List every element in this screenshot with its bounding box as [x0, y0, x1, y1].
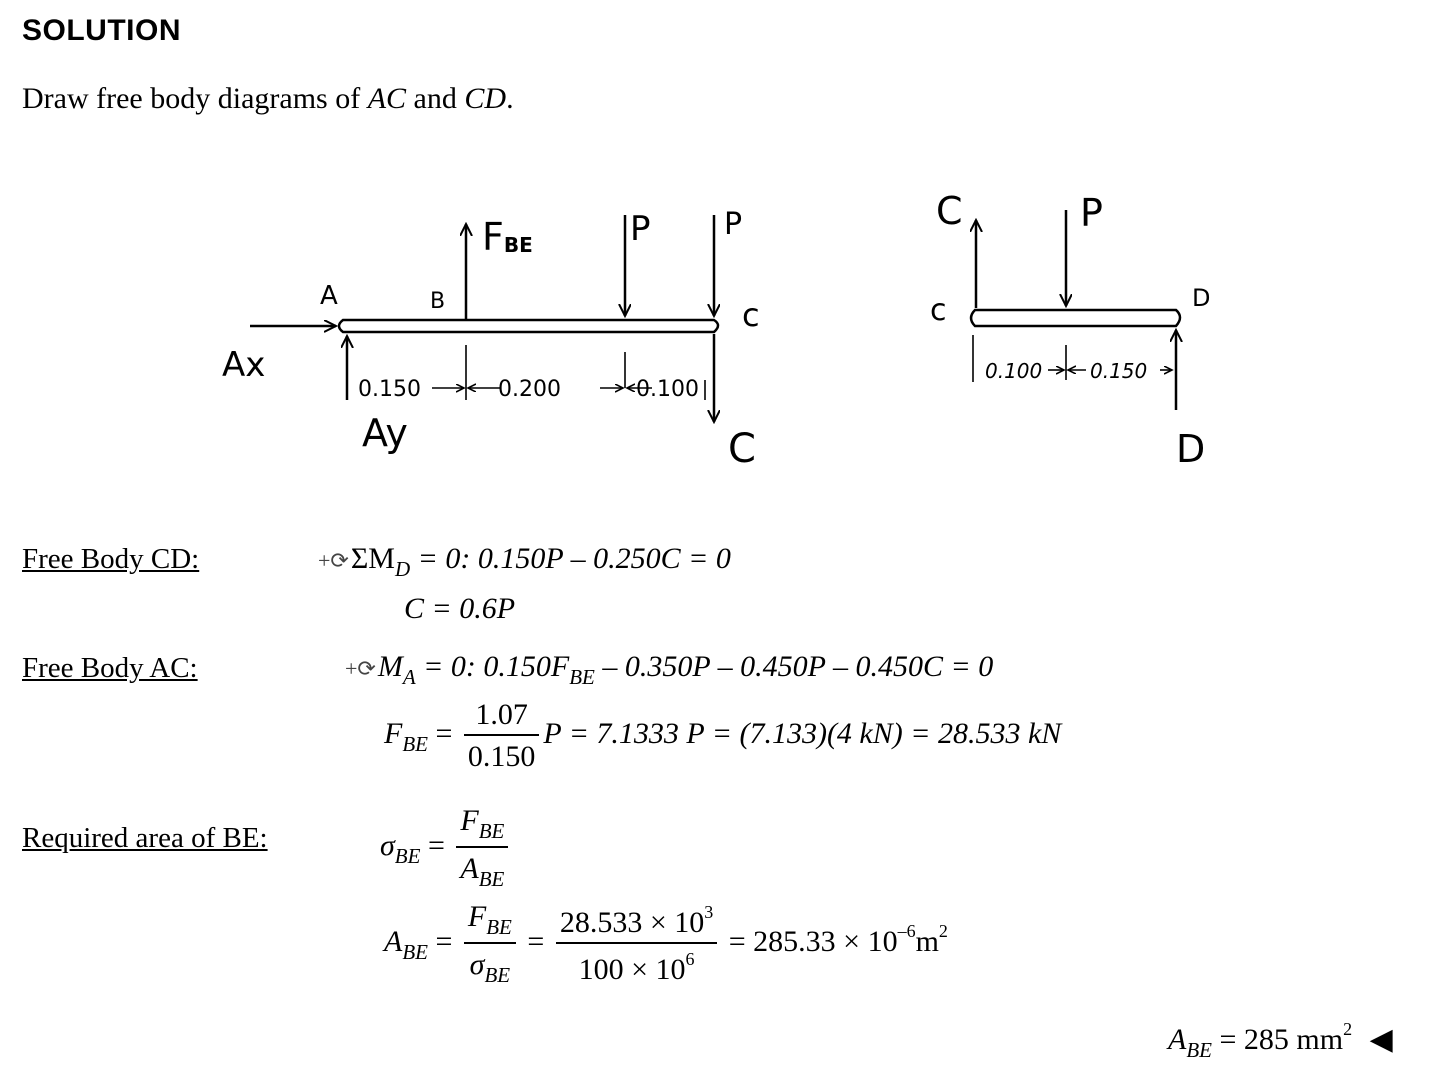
beam-ac [339, 320, 718, 332]
label-free-body-cd: Free Body CD: [22, 543, 200, 575]
equation-sigma: $\sigma_{BE}$ = $\frac{F_{BE}}{A_{BE}}$ [380, 806, 512, 890]
label-free-body-ac: Free Body AC: [22, 652, 198, 684]
equation-fbe: $F_{BE}$ = $\frac{1.07}{0.150}$ P = 7.1333 P = (7.133)(4 kN) = 28.533 kN [384, 698, 1062, 773]
equation-area: $A_{BE}$ = $\frac{F_{BE}}{\sigma_{BE}}$ = $\frac{28.533 \times 10^3}{100 \times 10^6}$ = $285.33 \times 10^{-6}m^2$ [384, 900, 948, 987]
p1-label: P [630, 209, 651, 249]
point-c-label: c [742, 296, 760, 334]
answer-marker-icon: ◀ [1369, 1023, 1393, 1056]
intro-text: Draw free body diagrams of AC and CD. [22, 82, 514, 115]
dim-0100-ac: 0.100 [636, 377, 699, 402]
ay-label: Ay [362, 411, 408, 455]
equation-cd-moment: $+⟳\Sigma M_D = 0$: 0.150P – 0.250C = 0 [318, 542, 731, 581]
free-body-diagrams [0, 0, 1447, 500]
p2-label: P [724, 207, 743, 242]
d-force-label: D [1176, 427, 1206, 471]
dim-0200-ac: 0.200 [498, 377, 561, 402]
moment-sign-icon-ac: +⟳ [345, 656, 376, 681]
p-cd-label: P [1080, 191, 1103, 235]
moment-sign-icon: +⟳ [318, 548, 349, 573]
label-required-area: Required area of BE: [22, 822, 268, 854]
dim-0150-cd: 0.150 [1090, 359, 1148, 383]
point-d-label: D [1192, 284, 1211, 312]
dim-0100-cd: 0.100 [985, 359, 1043, 383]
heading: SOLUTION [22, 14, 181, 47]
dim-0150-ac: 0.150 [358, 377, 421, 402]
ax-label: Ax [222, 345, 266, 385]
fraction-fbe: $\frac{1.07}{0.150}$ [464, 700, 540, 772]
final-answer: $A_{BE} = 285$ $mm^2$ ◀ [1168, 1019, 1393, 1062]
point-b-label: B [430, 289, 446, 314]
c-force-label: C [728, 426, 756, 472]
point-c-cd-label: c [930, 293, 947, 328]
beam-cd [971, 310, 1180, 326]
c-up-label: C [936, 189, 963, 233]
equation-c-result: C = 0.6P [404, 592, 516, 625]
equation-ac-moment: $+⟳M_A = 0$: $0.150F_{BE} - 0.350P - 0.450P - 0.450C = 0$ [345, 650, 994, 689]
point-a-label: A [320, 281, 338, 311]
fbe-label: FBE [482, 215, 533, 259]
